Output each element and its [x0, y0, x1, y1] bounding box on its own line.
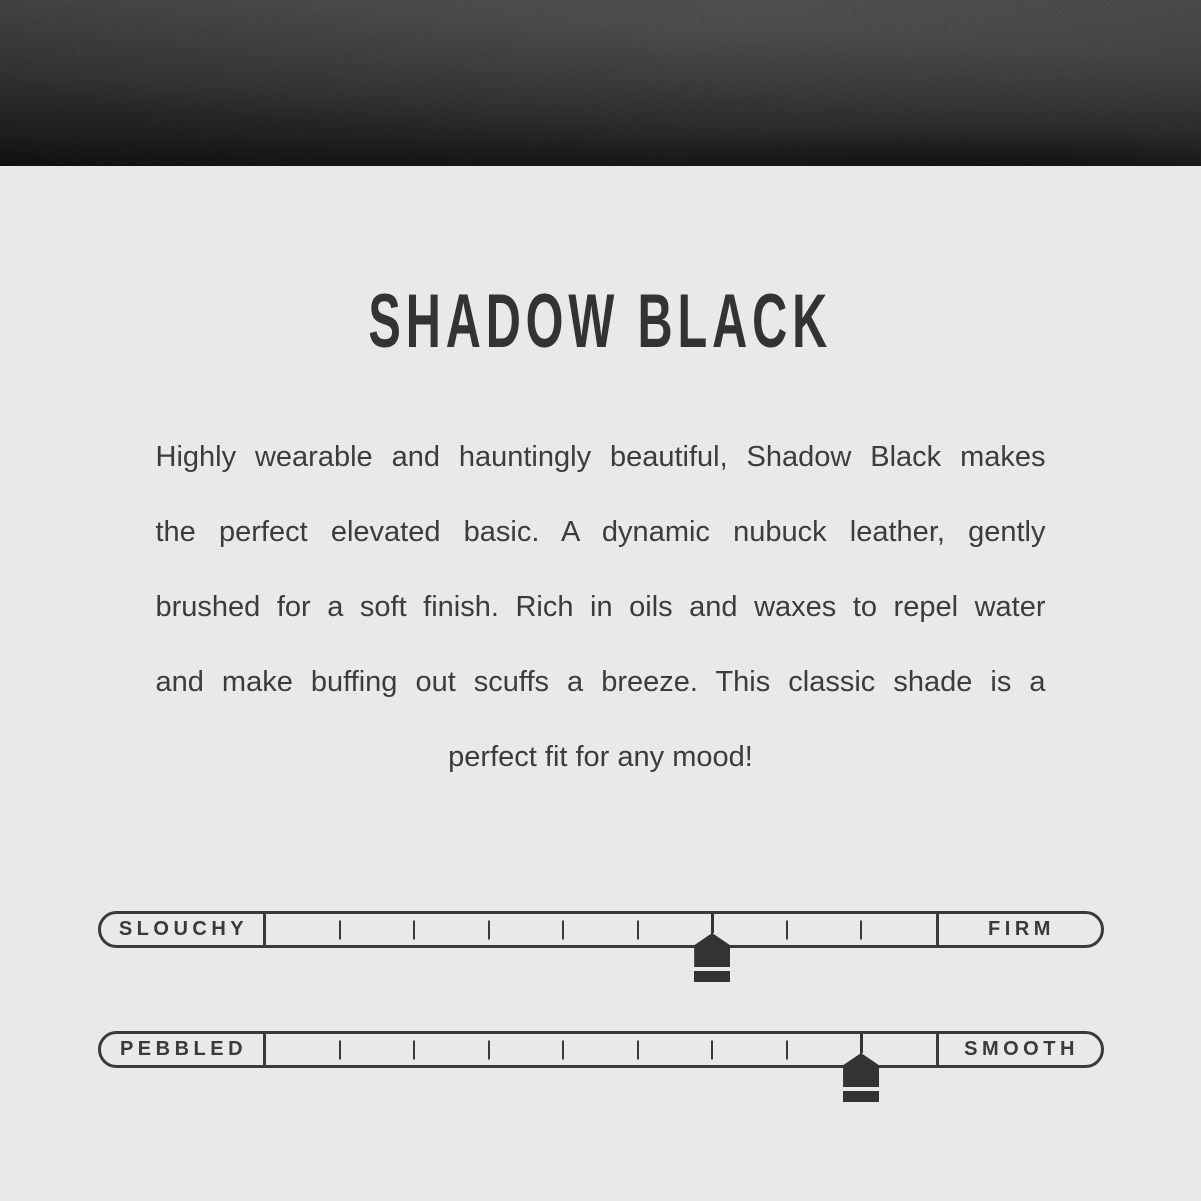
- scale-tick: [413, 1040, 415, 1059]
- paragraph-line: and make buffing out scuffs a breeze. This classic shade is a: [155, 666, 1046, 698]
- page-title: SHADOW BLACK: [368, 279, 833, 364]
- scale-tick: [637, 1040, 639, 1059]
- scale-tick: [786, 920, 788, 939]
- paragraph-line-last: perfect fit for any mood!: [448, 741, 753, 773]
- scale-track: [266, 914, 936, 945]
- scale-pebbled-smooth: [98, 1031, 1104, 1068]
- scale-tick: [488, 920, 490, 939]
- paragraph-line: brushed for a soft finish. Rich in oils and waxes to repel water: [155, 591, 1046, 623]
- marker-nib: [843, 1053, 879, 1087]
- scale-left-label: SLOUCHY: [101, 914, 266, 945]
- scale-slouchy-firm: [98, 911, 1104, 948]
- scale-tick: [562, 920, 564, 939]
- scale-tick: [413, 920, 415, 939]
- scale-tick: [786, 1040, 788, 1059]
- scale-marker-icon: [694, 914, 730, 982]
- leather-swatch-image: [0, 0, 1201, 166]
- marker-stem: [711, 914, 714, 933]
- scale-marker-icon: [843, 1034, 879, 1102]
- title-wrap: [0, 279, 1201, 364]
- scale-right-label: SMOOTH: [936, 1034, 1101, 1065]
- scale-left-label: PEBBLED: [101, 1034, 266, 1065]
- marker-nib: [694, 933, 730, 967]
- scale-track: [266, 1034, 936, 1065]
- scale-right-label: FIRM: [936, 914, 1101, 945]
- paragraph-line: Highly wearable and hauntingly beautiful, Shadow Black makes: [155, 441, 1046, 473]
- paragraph-line: the perfect elevated basic. A dynamic nubuck leather, gently: [155, 516, 1046, 548]
- leather-texture-graphic: [0, 0, 1201, 166]
- scale-tick: [339, 1040, 341, 1059]
- description-paragraph: [156, 420, 1046, 795]
- marker-stem: [860, 1034, 863, 1053]
- scale-tick: [488, 1040, 490, 1059]
- scale-tick: [339, 920, 341, 939]
- scale-tick: [711, 1040, 713, 1059]
- scale-tick: [637, 920, 639, 939]
- scale-tick: [860, 920, 862, 939]
- marker-bar: [694, 971, 730, 982]
- marker-bar: [843, 1091, 879, 1102]
- scale-tick: [562, 1040, 564, 1059]
